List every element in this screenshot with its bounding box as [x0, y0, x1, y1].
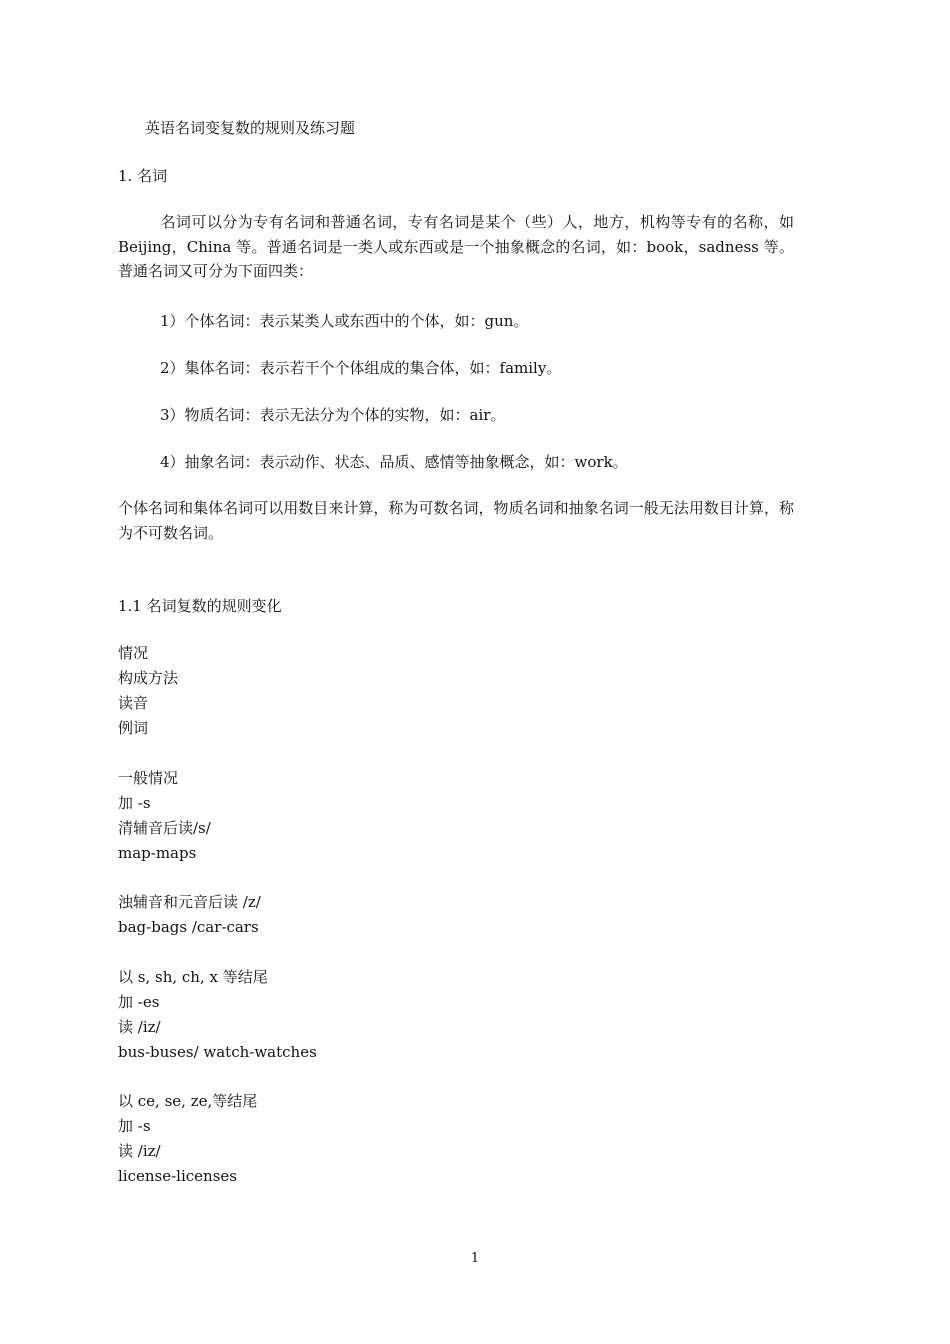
- rule-example: map-maps: [118, 844, 197, 862]
- table-header-example: 例词: [118, 719, 149, 737]
- document-title: 英语名词变复数的规则及练习题: [145, 119, 356, 137]
- countable-summary-paragraph: 个体名词和集体名词可以用数目来计算，称为可数名词，物质名词和抽象名词一般无法用数目计算，称为不可数名词。: [118, 499, 794, 542]
- rule-case: 一般情况: [118, 769, 179, 787]
- rule-pronunciation: 读 /iz/: [118, 1142, 161, 1160]
- table-header-pronunciation: 读音: [118, 694, 149, 712]
- page-number: 1: [470, 1251, 480, 1266]
- rule-pronunciation: 清辅音后读/s/: [118, 819, 211, 837]
- rule-case: 以 s, sh, ch, x 等结尾: [118, 968, 268, 986]
- rule-case: 以 ce, se, ze,等结尾: [118, 1092, 258, 1110]
- section-heading-plural-rules: 1.1 名词复数的规则变化: [118, 597, 282, 615]
- noun-type-item: 1）个体名词：表示某类人或东西中的个体，如：gun。: [160, 312, 529, 330]
- rule-pronunciation: 浊辅音和元音后读 /z/: [118, 893, 261, 911]
- noun-type-item: 2）集体名词：表示若干个个体组成的集合体，如：family。: [160, 359, 562, 377]
- rule-example: bus-buses/ watch-watches: [118, 1043, 317, 1061]
- rule-method: 加 -es: [118, 993, 160, 1011]
- nouns-intro-paragraph: [118, 210, 794, 284]
- rule-example: bag-bags /car-cars: [118, 918, 259, 936]
- noun-type-item: 4）抽象名词：表示动作、状态、品质、感情等抽象概念，如：work。: [160, 453, 628, 471]
- table-header-case: 情况: [118, 644, 149, 662]
- section-heading-nouns: 1. 名词: [118, 167, 168, 185]
- rule-pronunciation: 读 /iz/: [118, 1018, 161, 1036]
- rule-method: 加 -s: [118, 1117, 151, 1135]
- nouns-intro-text: 名词可以分为专有名词和普通名词，专有名词是某个（些）人，地方，机构等专有的名称，如 Beijing，China 等。普通名词是一类人或东西或是一个抽象概念的名词，如：book，sadness 等。普通名词又可分为下面四类：: [118, 213, 794, 280]
- rule-example: license-licenses: [118, 1167, 237, 1185]
- noun-type-item: 3）物质名词：表示无法分为个体的实物，如：air。: [160, 406, 506, 424]
- table-header-method: 构成方法: [118, 669, 179, 687]
- rule-method: 加 -s: [118, 794, 151, 812]
